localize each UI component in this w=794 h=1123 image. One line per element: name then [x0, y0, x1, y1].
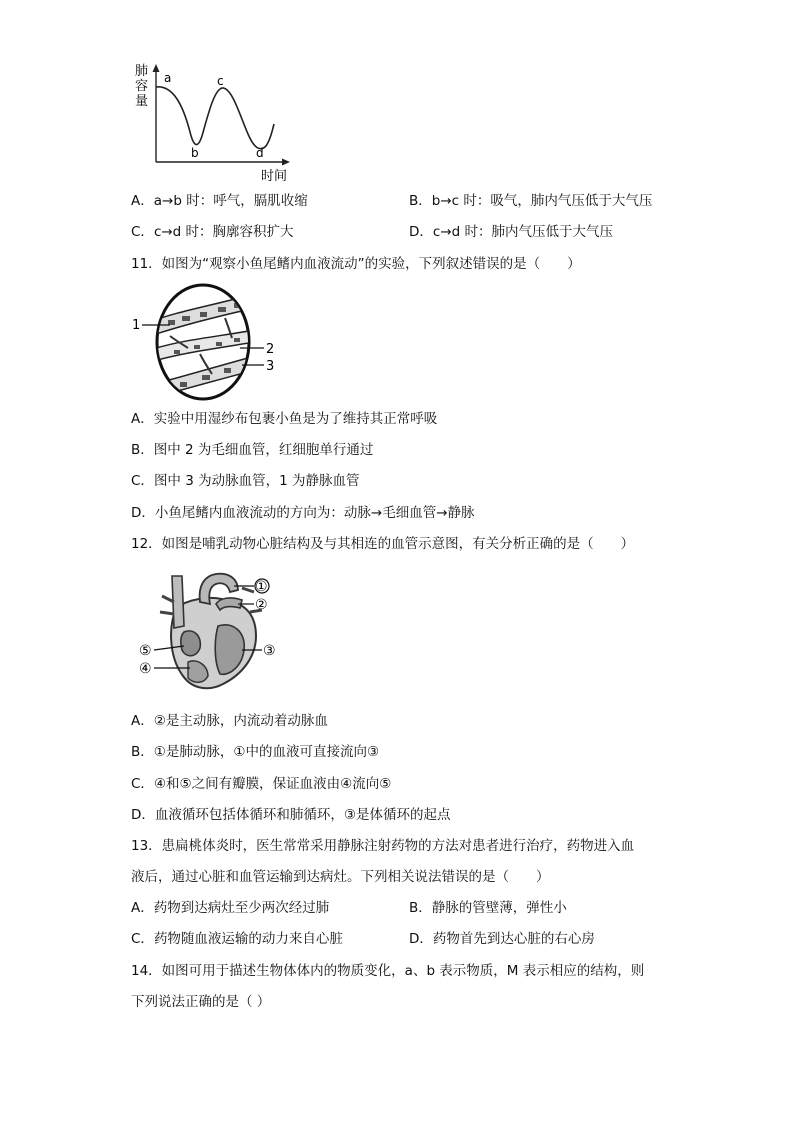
option-label: A． — [131, 411, 154, 427]
q11-option-a[interactable] — [131, 410, 437, 428]
option-label: C． — [131, 473, 154, 489]
option-label: C． — [131, 931, 154, 947]
q10-option-b[interactable] — [409, 192, 652, 210]
q12-stem: 12．如图是哺乳动物心脏结构及与其相连的血管示意图，有关分析正确的是（ ） — [131, 536, 635, 552]
option-label: D． — [409, 224, 433, 240]
option-text: 实验中用湿纱布包裹小鱼是为了维持其正常呼吸 — [153, 411, 438, 427]
q12-option-a[interactable] — [131, 712, 328, 730]
fish-tail-figure — [130, 282, 280, 404]
fig-label-3: ③ — [263, 643, 276, 659]
option-text: ①是肺动脉，①中的血液可直接流向③ — [153, 744, 380, 760]
fig-label-1: 1 — [132, 318, 141, 333]
fig-label-1: ① — [255, 579, 268, 595]
option-label: B． — [409, 900, 432, 916]
y-axis-arrow — [153, 64, 160, 72]
option-label: D． — [131, 807, 155, 823]
option-label: B． — [131, 744, 154, 760]
point-d-label: d — [256, 146, 264, 160]
option-text: a→b 时：呼气，膈肌收缩 — [153, 193, 308, 209]
option-text: 药物随血液运输的动力来自心脏 — [153, 931, 343, 947]
fig-label-5: ⑤ — [139, 643, 152, 659]
option-text: b→c 时：吸气，肺内气压低于大气压 — [431, 193, 653, 209]
q11-option-c[interactable] — [131, 472, 360, 490]
option-label: B． — [409, 193, 432, 209]
option-text: c→d 时：肺内气压低于大气压 — [432, 224, 614, 240]
right-atrium — [181, 631, 201, 656]
q11-stem: 11．如图为“观察小鱼尾鳍内血液流动”的实验，下列叙述错误的是（ ） — [131, 256, 581, 272]
q13-stem-line1: 13．患扁桃体炎时，医生常常采用静脉注射药物的方法对患者进行治疗，药物进入血 — [131, 838, 635, 854]
point-a-label: a — [164, 71, 172, 85]
q12-option-b[interactable] — [131, 743, 379, 761]
q13-option-a[interactable] — [131, 899, 329, 917]
point-c-label: c — [217, 74, 224, 88]
lung-volume-chart — [128, 60, 298, 185]
option-text: ④和⑤之间有瓣膜，保证血液由④流向⑤ — [153, 776, 392, 792]
option-label: A． — [131, 713, 154, 729]
x-axis-arrow — [282, 159, 290, 166]
q11-option-d[interactable] — [131, 504, 475, 522]
option-label: D． — [409, 931, 433, 947]
x-axis-label: 时间 — [261, 169, 288, 184]
option-text: 药物首先到达心脏的右心房 — [432, 931, 595, 947]
option-text: c→d 时：胸廓容积扩大 — [153, 224, 294, 240]
point-b-label: b — [191, 146, 199, 160]
option-text: 小鱼尾鳍内血液流动的方向为：动脉→毛细血管→静脉 — [154, 505, 475, 521]
heart-figure — [138, 566, 298, 696]
q10-option-d[interactable] — [409, 223, 613, 241]
q10-option-a[interactable] — [131, 192, 308, 210]
q14-stem-line2: 下列说法正确的是（ ） — [131, 994, 271, 1010]
y-axis-label-char: 容 — [135, 79, 149, 94]
q12-option-c[interactable] — [131, 775, 391, 793]
q13-option-c[interactable] — [131, 930, 343, 948]
option-label: A． — [131, 193, 154, 209]
option-text: 图中 2 为毛细血管，红细胞单行通过 — [153, 442, 374, 458]
q13-option-b[interactable] — [409, 899, 567, 917]
option-label: C． — [131, 224, 154, 240]
fig-label-2: ② — [255, 597, 268, 613]
q13-option-d[interactable] — [409, 930, 595, 948]
option-text: ②是主动脉，内流动着动脉血 — [153, 713, 328, 729]
fig-label-4: ④ — [139, 661, 152, 677]
q10-option-c[interactable] — [131, 223, 294, 241]
option-label: C． — [131, 776, 154, 792]
option-label: D． — [131, 505, 155, 521]
fig-label-2: 2 — [266, 342, 275, 357]
q12-option-d[interactable] — [131, 806, 451, 824]
q13-stem-line2: 液后，通过心脏和血管运输到达病灶。下列相关说法错误的是（ ） — [131, 869, 550, 885]
option-text: 血液循环包括体循环和肺循环，③是体循环的起点 — [154, 807, 451, 823]
q11-option-b[interactable] — [131, 441, 373, 459]
fig-label-3: 3 — [266, 359, 275, 374]
option-text: 药物到达病灶至少两次经过肺 — [153, 900, 330, 916]
y-axis-label-char: 量 — [135, 94, 149, 109]
option-label: A． — [131, 900, 154, 916]
lung-volume-curve — [156, 87, 274, 149]
q14-stem-line1: 14．如图可用于描述生物体体内的物质变化，a、b 表示物质，M 表示相应的结构，则 — [131, 963, 645, 979]
option-label: B． — [131, 442, 154, 458]
y-axis-label-char: 肺 — [135, 64, 149, 79]
option-text: 图中 3 为动脉血管，1 为静脉血管 — [153, 473, 360, 489]
option-text: 静脉的管壁薄，弹性小 — [431, 900, 567, 916]
